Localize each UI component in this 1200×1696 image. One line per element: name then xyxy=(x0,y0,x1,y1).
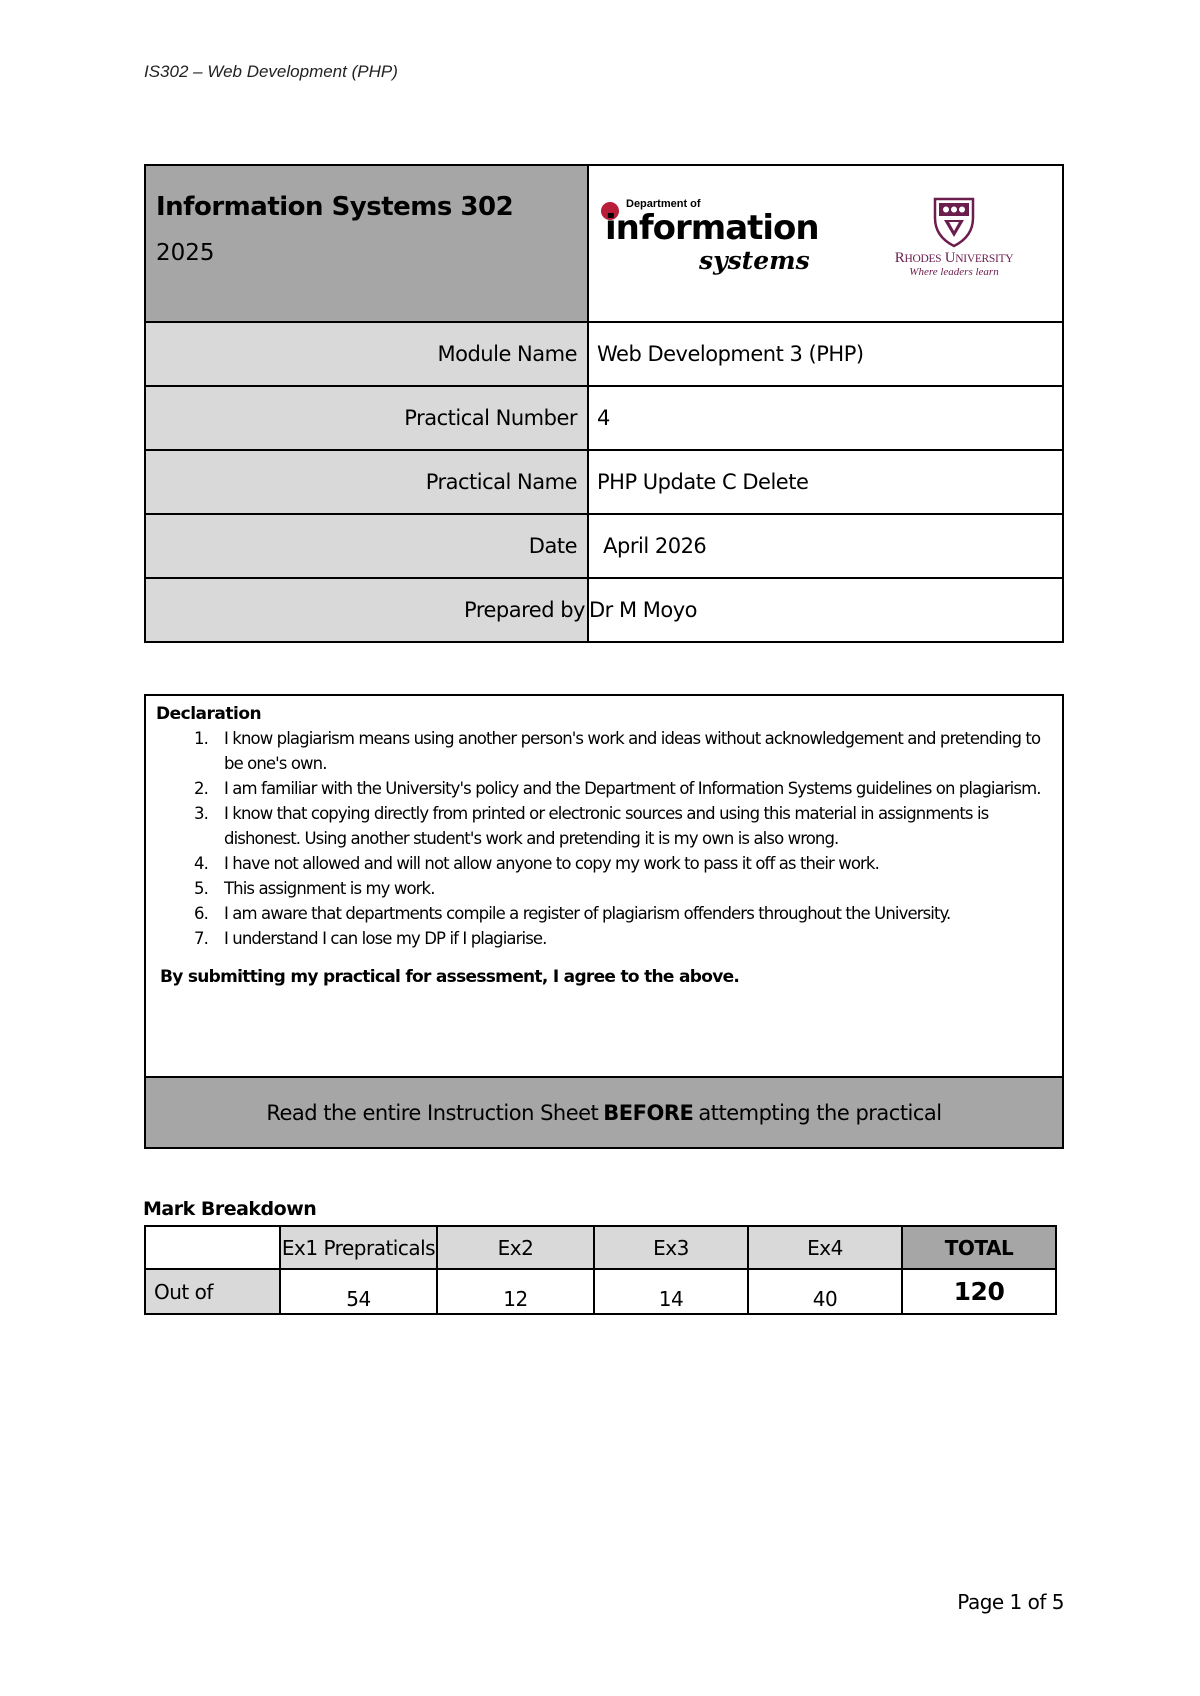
total-column-header: TOTAL xyxy=(902,1226,1056,1269)
cover-value: PHP Update C Delete xyxy=(597,470,809,494)
list-item xyxy=(156,776,1052,801)
list-item-number: 7. xyxy=(194,929,208,948)
list-item xyxy=(156,901,1052,926)
list-item xyxy=(156,926,1052,951)
table-header-row xyxy=(145,1226,1056,1269)
table-corner-cell xyxy=(145,1226,280,1269)
cover-row-module-name xyxy=(146,321,1062,385)
list-item-number: 2. xyxy=(194,779,208,798)
list-item-number: 6. xyxy=(194,904,208,923)
mark-value: 14 xyxy=(594,1269,748,1314)
list-item-text: I understand I can lose my DP if I plagiarise. xyxy=(224,929,547,948)
banner-text-emphasis: BEFORE xyxy=(603,1100,694,1125)
rhodes-university-logo xyxy=(879,196,1029,286)
column-header: Ex4 xyxy=(748,1226,902,1269)
cover-title-row xyxy=(146,166,1062,321)
cover-row-prepared-by xyxy=(146,577,1062,641)
logo-information-text: information xyxy=(605,208,819,248)
list-item-text: I am familiar with the University's policy and the Department of Information Systems guidelines on plagiarism. xyxy=(224,779,1041,798)
mark-breakdown-table xyxy=(144,1225,1057,1315)
table-row xyxy=(145,1269,1056,1314)
read-instructions-banner xyxy=(146,1078,1062,1147)
declaration-agreement: By submitting my practical for assessment, I agree to the above. xyxy=(160,967,740,987)
banner-text-post: attempting the practical xyxy=(698,1100,942,1125)
course-title-cell xyxy=(146,166,589,321)
banner-text-pre: Read the entire Instruction Sheet xyxy=(266,1100,599,1125)
cover-label: Prepared by xyxy=(146,579,589,641)
cover-value: Web Development 3 (PHP) xyxy=(597,342,864,366)
mark-breakdown-title: Mark Breakdown xyxy=(143,1198,317,1220)
running-header: IS302 – Web Development (PHP) xyxy=(144,62,398,81)
cover-row-practical-name xyxy=(146,449,1062,513)
cover-table xyxy=(144,164,1064,643)
page-number: Page 1 of 5 xyxy=(957,1590,1064,1614)
list-item-number: 1. xyxy=(194,729,208,748)
list-item-number: 3. xyxy=(194,804,208,823)
column-header: Ex1 Prepraticals xyxy=(280,1226,437,1269)
cover-label: Date xyxy=(146,515,589,577)
cover-label: Module Name xyxy=(146,323,589,385)
list-item xyxy=(156,851,1052,876)
university-motto: Where leaders learn xyxy=(909,266,999,278)
logo-systems-text: systems xyxy=(699,246,810,275)
row-label: Out of xyxy=(145,1269,280,1314)
list-item xyxy=(156,801,1052,851)
declaration-body xyxy=(146,696,1062,1078)
cover-value: 4 xyxy=(597,406,610,430)
cover-row-practical-number xyxy=(146,385,1062,449)
list-item xyxy=(156,726,1052,776)
declaration-box xyxy=(144,694,1064,1149)
university-name: RHODES UNIVERSITY xyxy=(894,250,1014,266)
mark-value: 54 xyxy=(280,1269,437,1314)
list-item-number: 5. xyxy=(194,879,208,898)
list-item-text: I know plagiarism means using another person's work and ideas without acknowledgement and pretending to be one's own. xyxy=(224,729,1041,773)
list-item-number: 4. xyxy=(194,854,208,873)
mark-value: 40 xyxy=(748,1269,902,1314)
declaration-heading: Declaration xyxy=(156,704,262,724)
column-header: Ex3 xyxy=(594,1226,748,1269)
information-systems-logo xyxy=(601,194,831,284)
column-header: Ex2 xyxy=(437,1226,594,1269)
total-value: 120 xyxy=(902,1269,1056,1314)
course-title: Information Systems 302 xyxy=(156,192,514,222)
mark-value: 12 xyxy=(437,1269,594,1314)
logo-cell xyxy=(589,166,1062,321)
list-item xyxy=(156,876,1052,901)
declaration-list xyxy=(156,726,1052,951)
list-item-text: I am aware that departments compile a register of plagiarism offenders throughout the University. xyxy=(224,904,951,923)
university-crest-icon xyxy=(932,196,976,248)
cover-row-date xyxy=(146,513,1062,577)
list-item-text: I know that copying directly from printed or electronic sources and using this material in assignments is dishonest. Using another student's work and pretending it is my own is also wrong. xyxy=(224,804,989,848)
list-item-text: This assignment is my work. xyxy=(224,879,435,898)
logo-dept-text: Department of xyxy=(626,198,701,210)
cover-label: Practical Name xyxy=(146,451,589,513)
course-year: 2025 xyxy=(156,240,215,266)
cover-value: Dr M Moyo xyxy=(589,598,698,622)
cover-label: Practical Number xyxy=(146,387,589,449)
list-item-text: I have not allowed and will not allow anyone to copy my work to pass it off as their work. xyxy=(224,854,879,873)
cover-value: April 2026 xyxy=(597,534,707,558)
